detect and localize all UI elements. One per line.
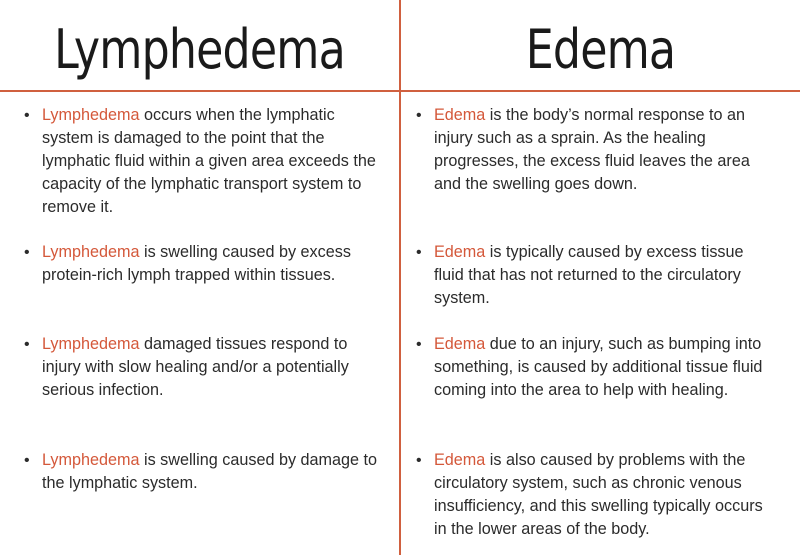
lymphedema-item-1	[24, 104, 384, 219]
edema-term: Edema	[434, 106, 486, 124]
edema-term: Edema	[434, 335, 486, 353]
edema-item-1	[416, 104, 776, 196]
bullet-icon: •	[416, 452, 422, 469]
bullet-icon: •	[416, 107, 422, 124]
vertical-divider	[399, 0, 401, 555]
edema-item-text: is typically caused by excess tissue fluid that has not returned to the circulatory system.	[434, 243, 744, 307]
bullet-icon: •	[24, 336, 30, 353]
lymphedema-item-3	[24, 333, 384, 402]
edema-item-text: due to an injury, such as bumping into something, is caused by additional tissue fluid coming into the area to help with healing.	[434, 335, 763, 399]
lymphedema-item-text: is swelling caused by excess protein-rich lymph trapped within tissues.	[42, 243, 351, 284]
edema-term: Edema	[434, 451, 486, 469]
lymphedema-item-text: damaged tissues respond to injury with slow healing and/or a potentially serious infection.	[42, 335, 349, 399]
lymphedema-item-text: occurs when the lymphatic system is damaged to the point that the lymphatic fluid within a given area exceeds the capacity of the lymphatic transport system to remove it.	[42, 106, 376, 216]
edema-item-text: is also caused by problems with the circulatory system, such as chronic venous insufficiency, and this swelling typically occurs in the lower areas of the body.	[434, 451, 763, 538]
edema-term: Edema	[434, 243, 486, 261]
bullet-icon: •	[416, 244, 422, 261]
edema-item-2	[416, 241, 776, 310]
horizontal-divider	[0, 90, 800, 92]
lymphedema-term: Lymphedema	[42, 243, 140, 261]
edema-item-3	[416, 333, 776, 402]
bullet-icon: •	[24, 107, 30, 124]
bullet-icon: •	[24, 244, 30, 261]
bullet-icon: •	[416, 336, 422, 353]
bullet-icon: •	[24, 452, 30, 469]
lymphedema-item-text: is swelling caused by damage to the lymphatic system.	[42, 451, 378, 492]
lymphedema-term: Lymphedema	[42, 335, 140, 353]
lymphedema-item-2	[24, 241, 384, 287]
lymphedema-item-4	[24, 449, 384, 495]
right-column-title: Edema	[525, 18, 676, 81]
lymphedema-term: Lymphedema	[42, 451, 140, 469]
edema-item-text: is the body’s normal response to an injury such as a sprain. As the healing progresses, the excess fluid leaves the area and the swelling goes down.	[434, 106, 750, 193]
lymphedema-term: Lymphedema	[42, 106, 140, 124]
left-column-title: Lymphedema	[54, 18, 345, 81]
edema-item-4	[416, 449, 776, 541]
